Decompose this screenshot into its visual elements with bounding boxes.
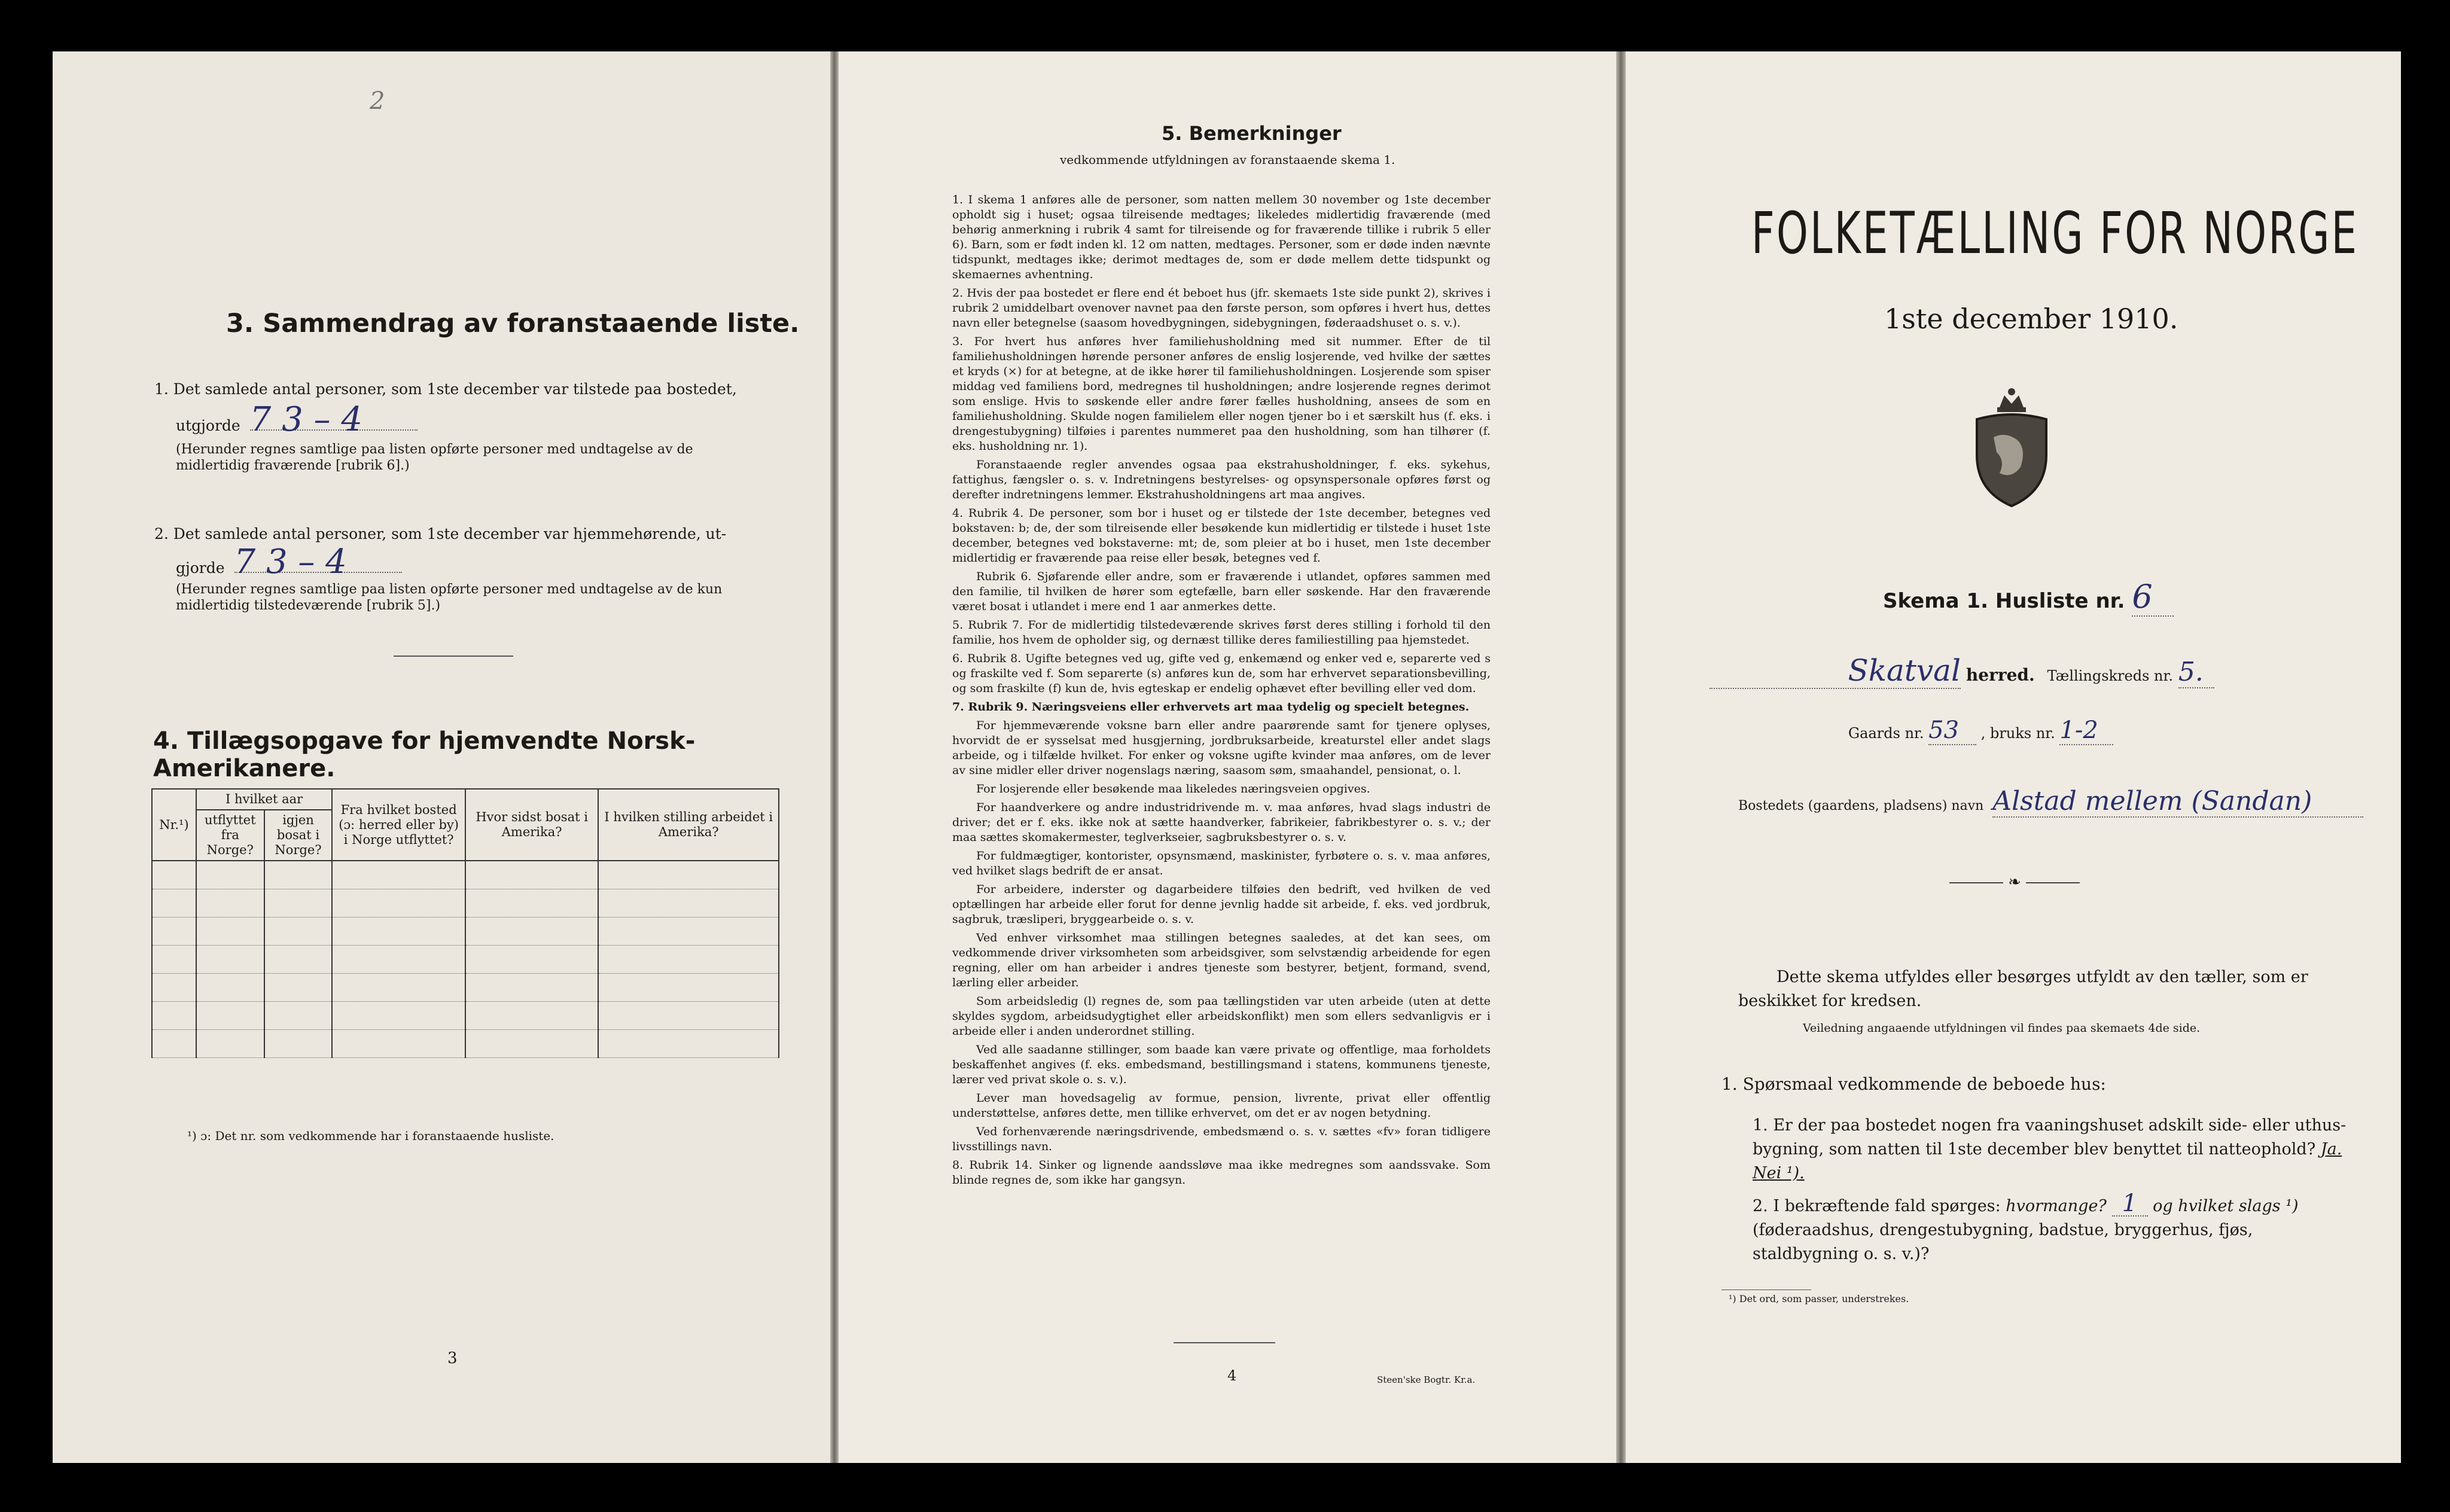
main-title: FOLKETÆLLING FOR NORGE — [1751, 200, 2359, 267]
remark-paragraph: For hjemmeværende voksne barn eller andre paarørende samt for tjenere oplyses, hvorvidt de er sysselsat med husgjerning, jordbruksarbeide, kreaturstel eller andet slags arbeide, og i tilfælde hvilket. For enker og voksne ugifte kvinder maa anføres, om de lever av sine midler eller driver nogenslags næring, saasom søm, smaahandel, pensionat, o. l. — [952, 719, 1491, 777]
col-fra: Fra hvilket bosted (ɔ: herred eller by) i Norge utflyttet? — [332, 789, 465, 861]
section-3-title: 3. Sammendrag av foranstaaende liste. — [226, 309, 800, 339]
page-1 — [1626, 51, 2401, 1463]
table-row — [152, 889, 779, 917]
bosted-label: Bostedets (gaardens, pladsens) navn — [1738, 798, 1984, 813]
page-number-3: 3 — [447, 1349, 458, 1367]
husliste-number: 6 — [2132, 578, 2174, 617]
question-1-2-options: (føderaadshus, drengestubygning, badstue, bryggerhus, fjøs, staldbygning o. s. v.)? — [1753, 1221, 2253, 1263]
flourish-glyph-icon: ❧ — [2008, 873, 2021, 891]
summary-item-1-text: 1. Det samlede antal personer, som 1ste december var tilstede paa bostedet, — [154, 380, 737, 398]
summary-item-2 — [154, 524, 794, 614]
col-nr: Nr.¹) — [152, 789, 196, 861]
question-1-2-hvormange: hvormange? — [2006, 1197, 2107, 1215]
remark-paragraph: Foranstaaende regler anvendes ogsaa paa ekstrahusholdninger, f. eks. sykehus, fattighus, fængsler o. s. v. Indretningens bestyrelses- og opsynspersonale opføres først og derefter indretningens lemmer. Ekstrahusholdningens art maa angives. — [952, 458, 1491, 501]
ornament-divider — [1949, 873, 2080, 891]
section-5-title: 5. Bemerkninger — [1162, 122, 1342, 145]
remark-paragraph: Lever man hovedsagelig av formue, pension, livrente, privat eller offentlig understøttelse, anføres dette, men tillike erhvervet, om det er av nogen betydning. — [952, 1092, 1491, 1120]
bruks-value: 1-2 — [2059, 717, 2113, 745]
divider-bottom — [1174, 1342, 1275, 1343]
summary-item-1-label: utgjorde — [176, 417, 240, 434]
question-1-1-text: 1. Er der paa bostedet nogen fra vaaningshuset adskilt side- eller uthus-bygning, som natten til 1ste december blev benyttet til natteophold? — [1753, 1116, 2347, 1159]
question-1-2 — [1753, 1191, 2351, 1266]
kreds-label: Tællingskreds nr. — [2047, 667, 2173, 684]
coat-of-arms-icon — [1970, 383, 2053, 509]
remark-paragraph: Som arbeidsledig (l) regnes de, som paa tællingstiden var uten arbeide (uten at dette skyldes sygdom, arbeidsudygtighet eller arbeidskonflikt) men som ellers sedvanligvis er i arbeide eller i anden underordnet stilling. — [952, 995, 1491, 1038]
spine-gutter-left — [830, 51, 839, 1463]
bosted-line — [1738, 786, 2396, 818]
gaards-value: 53 — [1928, 717, 1976, 745]
question-1-1-answer: Ja. Nei ¹). — [1753, 1140, 2342, 1182]
corner-mark: 2 — [370, 87, 385, 115]
flourish-icon — [1949, 882, 2003, 883]
remark-paragraph: 3. For hvert hus anføres hver familiehusholdning med sit nummer. Efter de til familiehusholdningen hørende personer anføres de enslig losjerende, ved hvilke der sættes et kryds (×) for at betegne, at de ikke hører til familiehusholdningen. Losjerende som spiser middag ved familiens bord, medregnes til husholdningen; andre losjerende regnes derimot som enslige. Hvis to søskende eller andre fører fælles husholdning, ansees de som en familiehusholdning. Skulde nogen familielem eller nogen tjener bo i et særskilt hus (f. eks. i drengestubygning) tilføies i parentes nummeret paa den husholdning, som han tilhører (f. eks. husholdning nr. 1). — [952, 335, 1491, 453]
summary-item-1-line — [176, 400, 794, 439]
col-igjen: igjen bosat i Norge? — [264, 810, 333, 861]
summary-item-1-note: (Herunder regnes samtlige paa listen opførte personer med undtagelse av de midlertidig fraværende [rubrik 6].) — [176, 442, 693, 473]
remark-paragraph: For arbeidere, inderster og dagarbeidere tilføies den bedrift, ved hvilken de ved optællingen har arbeide eller forut for denne jevnlig hadde sit arbeide, f. eks. ved jordbruk, sagbruk, træsliperi, bryggearbeide o. s. v. — [952, 883, 1491, 926]
table-row — [152, 861, 779, 889]
table-row — [152, 1002, 779, 1030]
gaards-label: Gaards nr. — [1848, 725, 1924, 742]
question-1-1 — [1753, 1114, 2351, 1185]
summary-item-2-text: 2. Det samlede antal personer, som 1ste december var hjemmehørende, ut- — [154, 525, 727, 542]
spine-gutter-right — [1616, 51, 1626, 1463]
herred-label: herred. — [1966, 665, 2035, 685]
question-1-2-count: 1 — [2112, 1191, 2148, 1217]
section-5-subtitle: vedkommende utfyldningen av foranstaaende skema 1. — [1060, 153, 1395, 167]
table-row — [152, 974, 779, 1002]
table-footnote: ¹) ɔ: Det nr. som vedkommende har i foranstaaende husliste. — [187, 1129, 554, 1143]
remark-paragraph: 1. I skema 1 anføres alle de personer, som natten mellem 30 november og 1ste december opholdt sig i huset; ogsaa tilreisende medtages; likeledes midlertidig fraværende (med behørig anmerkning i rubrik 4 samt for tilreisende og for fraværende tillike i rubrik 5 eller 6). Barn, som er født inden kl. 12 om natten, medtages. Personer, som er døde inden nævnte tidspunkt, medtages ikke; derimot medtages de, som er døde mellem dette tidspunkt og skemaernes avhentning. — [952, 193, 1491, 281]
skema-label: Skema 1. Husliste nr. — [1883, 589, 2125, 613]
remark-paragraph: Rubrik 6. Sjøfarende eller andre, som er fraværende i utlandet, opføres sammen med den familie, til hvilken de hører som egtefælle, barn eller søskende. Har den fraværende været bosat i utlandet i mere end 1 aar anmerkes dette. — [952, 570, 1491, 613]
page-number-4: 4 — [1227, 1367, 1237, 1384]
remark-paragraph: For fuldmægtiger, kontorister, opsynsmænd, maskinister, fyrbøtere o. s. v. maa anføres, ved hvilket slags bedrift de er ansat. — [952, 849, 1491, 877]
remark-paragraph: 5. Rubrik 7. For de midlertidig tilstedeværende skrives først deres stilling i forhold til den familie, hos hvem de opholder sig, og dernæst tillike deres familiestilling paa hjemstedet. — [952, 618, 1491, 647]
remark-paragraph: 2. Hvis der paa bostedet er flere end ét beboet hus (jfr. skemaets 1ste side punkt 2), skrives i rubrik 2 umiddelbart ovenover navnet paa den første person, som opføres i hvert hus, dettes navn eller betegnelse (saasom hovedbygningen, sidebygningen, føderaadshuset o. s. v.). — [952, 286, 1491, 330]
remark-paragraph: 6. Rubrik 8. Ugifte betegnes ved ug, gifte ved g, enkemænd og enker ved e, separerte ved s og fraskilte ved f. Som separerte (s) anføres kun de, som har erhvervet separationsbevilling, og som fraskilte (f) kun de, hvis egteskap er endelig ophævet efter bevilling eller ved dom. — [952, 652, 1491, 695]
table-row — [152, 1030, 779, 1058]
col-utflyttet: utflyttet fra Norge? — [196, 810, 264, 861]
table-row — [152, 917, 779, 946]
norsk-amerikanere-table — [151, 788, 779, 1058]
summary-item-2-line — [176, 542, 794, 581]
summary-item-2-value: 7 3 – 4 — [234, 552, 402, 573]
kreds-value: 5. — [2178, 657, 2214, 688]
page-1-footnote: ¹) Det ord, som passer, understrekes. — [1729, 1293, 1909, 1304]
remark-paragraph: Ved enhver virksomhet maa stillingen betegnes saaledes, at det kan sees, om vedkommende driver virksomheten som arbeidsgiver, som selvstændig arbeidende for egen regning, eller om han arbeider i andres tjeneste som bestyrer, betjent, formand, svend, lærling eller arbeider. — [952, 931, 1491, 989]
remark-paragraph: Ved forhenværende næringsdrivende, embedsmænd o. s. v. sættes «fv» foran tidligere livsstillings navn. — [952, 1125, 1491, 1153]
summary-item-1 — [154, 379, 794, 474]
bosted-value: Alstad mellem (Sandan) — [1992, 786, 2363, 818]
flourish-icon — [2026, 882, 2080, 883]
question-1-heading-text: 1. Spørsmaal vedkommende de beboede hus: — [1721, 1074, 2106, 1094]
intro-text: Dette skema utfyldes eller besørges utfyldt av den tæller, som er beskikket for kredsen. — [1738, 968, 2308, 1010]
skema-line — [1883, 578, 2174, 617]
page-4 — [839, 51, 1616, 1463]
remarks-list — [952, 193, 1491, 1191]
veiledning-text: Veiledning angaaende utfyldningen vil findes paa skemaets 4de side. — [1803, 1022, 2201, 1035]
table-row — [152, 946, 779, 974]
summary-item-2-label: gjorde — [176, 559, 225, 577]
gaards-line — [1848, 717, 2113, 745]
herred-line — [1709, 653, 2367, 689]
remark-paragraph: 4. Rubrik 4. De personer, som bor i huset og er tilstede der 1ste december, betegnes ved bokstaven: b; de, der som tilreisende eller besøkende kun midlertidig er tilstede i huset 1ste december, betegnes ved bokstaverne: mt; de, som pleier at bo i huset, men 1ste december midlertidig er fraværende paa reise eller besøk, betegnes ved f. — [952, 507, 1491, 565]
question-1-2-slags: og hvilket slags ¹) — [2153, 1197, 2299, 1215]
remark-paragraph: Ved alle saadanne stillinger, som baade kan være private og offentlige, maa forholdets beskaffenhet angives (f. eks. embedsmand, bestillingsmand i statens, kommunens tjeneste, lærer ved privat skole o. s. v.). — [952, 1043, 1491, 1086]
summary-item-2-note: (Herunder regnes samtlige paa listen opførte personer med undtagelse av de kun midlertidig tilstedeværende [rubrik 5].) — [176, 582, 723, 613]
remark-paragraph: For losjerende eller besøkende maa likeledes næringsveien opgives. — [976, 782, 1370, 795]
question-1-heading — [1721, 1074, 2106, 1094]
page-3 — [53, 51, 830, 1463]
summary-item-1-value: 7 3 – 4 — [250, 410, 418, 431]
question-1-2-intro: 2. I bekræftende fald spørges: — [1753, 1197, 2001, 1215]
herred-value: Skatval — [1709, 653, 1961, 689]
remark-paragraph: For haandverkere og andre industridrivende m. v. maa anføres, hvad slags industri de driver; det er f. eks. ikke nok at sætte haandverker, fabrikeier, fabrikbestyrer o. s. v.; der maa sættes skomakermester, teglverkseier, sagbruksbestyrer o. s. v. — [952, 801, 1491, 844]
printer-imprint: Steen'ske Bogtr. Kr.a. — [1377, 1374, 1476, 1385]
divider-short — [394, 656, 513, 657]
col-group-year: I hvilket aar — [196, 789, 333, 810]
section-4-title: 4. Tillægsopgave for hjemvendte Norsk-Amerikanere. — [153, 727, 696, 782]
remark-paragraph: 7. Rubrik 9. Næringsveiens eller erhvervets art maa tydelig og specielt betegnes. — [952, 700, 1470, 714]
date-line: 1ste december 1910. — [1884, 303, 2178, 335]
col-stilling: I hvilken stilling arbeidet i Amerika? — [598, 789, 779, 861]
bruks-label: , bruks nr. — [1980, 725, 2055, 742]
col-hvor: Hvor sidst bosat i Amerika? — [465, 789, 599, 861]
remark-paragraph: 8. Rubrik 14. Sinker og lignende aandssløve maa ikke medregnes som aandssvake. Som blinde regnes de, som ikke har gangsyn. — [952, 1159, 1491, 1187]
